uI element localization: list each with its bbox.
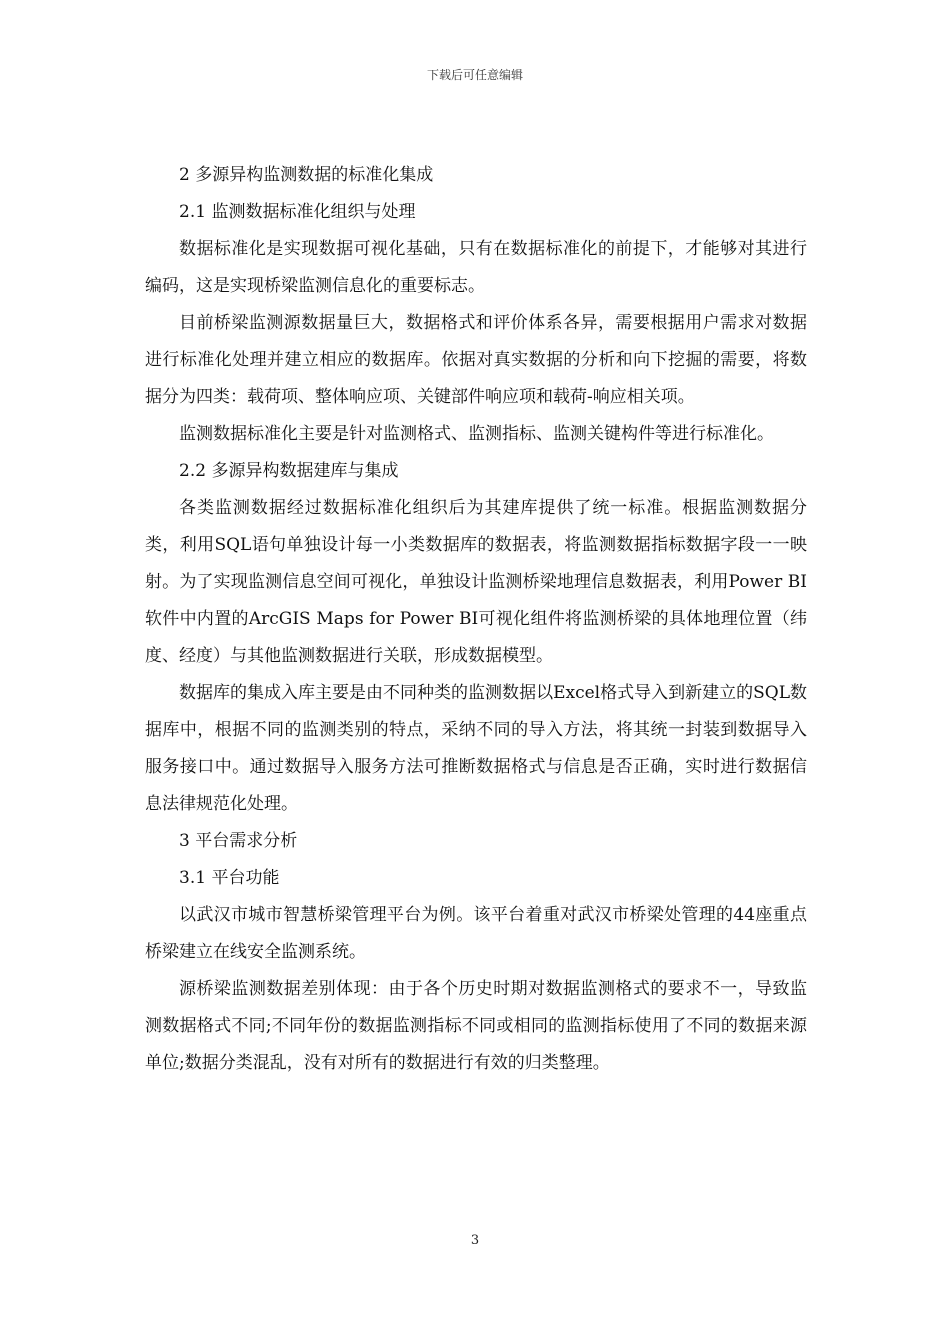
paragraph: 以武汉市城市智慧桥梁管理平台为例。该平台着重对武汉市桥梁处管理的44座重点桥梁建立在线安全监测系统。 — [145, 905, 807, 962]
paragraph: 各类监测数据经过数据标准化组织后为其建库提供了统一标准。根据监测数据分类，利用SQL语句单独设计每一小类数据库的数据表，将监测数据指标数据字段一一映射。为了实现监测信息空间可视化，单独设计监测桥梁地理信息数据表，利用Power BI软件中内置的ArcGIS Maps for Power BI可视化组件将监测桥梁的具体地理位置（纬度、经度）与其他监测数据进行关联，形成数据模型。 — [145, 498, 807, 666]
document-body — [145, 157, 807, 1082]
paragraph: 源桥梁监测数据差别体现：由于各个历史时期对数据监测格式的要求不一，导致监测数据格式不同;不同年份的数据监测指标不同或相同的监测指标使用了不同的数据来源单位;数据分类混乱，没有对所有的数据进行有效的归类整理。 — [145, 979, 807, 1073]
paragraph: 数据标准化是实现数据可视化基础，只有在数据标准化的前提下，才能够对其进行编码，这是实现桥梁监测信息化的重要标志。 — [145, 239, 807, 296]
paragraph: 目前桥梁监测源数据量巨大，数据格式和评价体系各异，需要根据用户需求对数据进行标准化处理并建立相应的数据库。依据对真实数据的分析和向下挖掘的需要，将数据分为四类：载荷项、整体响应项、关键部件响应项和载荷-响应相关项。 — [145, 313, 807, 407]
section-2-2-heading: 2.2 多源异构数据建库与集成 — [179, 461, 399, 481]
paragraph: 监测数据标准化主要是针对监测格式、监测指标、监测关键构件等进行标准化。 — [179, 424, 774, 444]
page-number: 3 — [470, 1233, 480, 1248]
page-header: 下载后可任意编辑 — [426, 68, 523, 82]
section-2-heading: 2 多源异构监测数据的标准化集成 — [179, 165, 434, 185]
section-3-heading: 3 平台需求分析 — [179, 831, 298, 851]
paragraph: 数据库的集成入库主要是由不同种类的监测数据以Excel格式导入到新建立的SQL数据库中，根据不同的监测类别的特点，采纳不同的导入方法，将其统一封装到数据导入服务接口中。通过数据导入服务方法可推断数据格式与信息是否正确，实时进行数据信息法律规范化处理。 — [145, 683, 807, 814]
section-3-1-heading: 3.1 平台功能 — [179, 868, 280, 888]
section-2-1-heading: 2.1 监测数据标准化组织与处理 — [179, 202, 416, 222]
